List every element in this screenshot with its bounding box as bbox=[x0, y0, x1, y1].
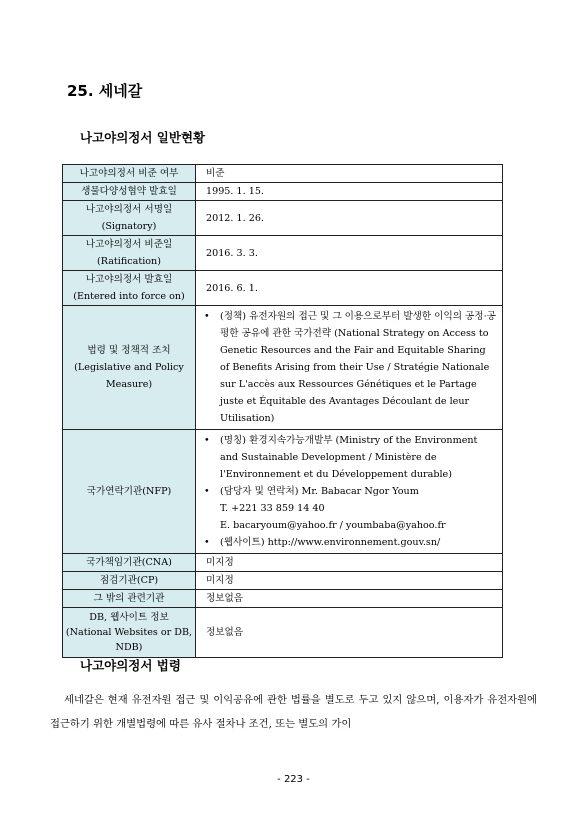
row-label bbox=[63, 306, 196, 430]
row-value: 미지정 bbox=[196, 554, 503, 572]
contact-email: E. bacaryoum@yahoo.fr / youmbaba@yahoo.fr bbox=[220, 520, 446, 531]
row-label-ko: DB, 웹사이트 정보 bbox=[89, 612, 169, 623]
table-row bbox=[63, 271, 503, 306]
list-item: • (웹사이트) http://www.environnement.gouv.sn/ bbox=[202, 534, 498, 551]
row-value bbox=[196, 430, 503, 554]
overview-table bbox=[62, 164, 503, 658]
table-row bbox=[63, 306, 503, 430]
row-label: 국가책임기관(CNA) bbox=[63, 554, 196, 572]
table-row bbox=[63, 554, 503, 572]
row-value: 비준 bbox=[196, 165, 503, 183]
row-label-en: (Legislative and Policy bbox=[74, 362, 184, 373]
table-row bbox=[63, 201, 503, 236]
contact-person: (담당자 및 연락처) Mr. Babacar Ngor Youm bbox=[220, 486, 419, 497]
row-label: 국가연락기관(NFP) bbox=[63, 430, 196, 554]
row-label bbox=[63, 236, 196, 271]
table-row bbox=[63, 183, 503, 201]
table-row bbox=[63, 430, 503, 554]
table-row bbox=[63, 572, 503, 590]
row-label-en: (Entered into force on) bbox=[73, 291, 185, 302]
row-value: 정보없음 bbox=[196, 608, 503, 658]
row-label-ko: 나고야의정서 비준일 bbox=[85, 239, 173, 250]
policy-list bbox=[202, 308, 498, 427]
row-label-ko: 법령 및 정책적 조치 bbox=[87, 345, 171, 356]
row-label-ko: 나고야의정서 발효일 bbox=[85, 274, 173, 285]
row-label bbox=[63, 271, 196, 306]
subsection-title-law: 나고야의정서 법령 bbox=[80, 658, 181, 673]
body-paragraph: 세네갈은 현재 유전자원 접근 및 이익공유에 관한 법률을 별도로 두고 있지 않으며, 이용자가 유전자원에 접근하기 위한 개별법령에 따른 유사 절차나 조건, 또는 별도의 가이 bbox=[50, 694, 537, 730]
row-label: 그 밖의 관련기관 bbox=[63, 590, 196, 608]
row-label bbox=[63, 201, 196, 236]
table-row bbox=[63, 236, 503, 271]
row-label-en-2: Measure) bbox=[105, 379, 153, 390]
list-item bbox=[202, 483, 498, 534]
list-item: • (정책) 유전자원의 접근 및 그 이용으로부터 발생한 이익의 공정·공평한 공유에 관한 국가전략 (National Strategy on Access to Genetic Resources and the Fair and Equitable Sharing of Benefits Arising from their Use / Stratégie Nationale sur L'accès aux Ressources Génétiques et le Partage juste et Équitable des Avantages Découlant de leur Utilisation) bbox=[202, 308, 498, 427]
row-value: 미지정 bbox=[196, 572, 503, 590]
row-label bbox=[63, 608, 196, 658]
row-value: 2012. 1. 26. bbox=[196, 201, 503, 236]
row-label-en: (Signatory) bbox=[101, 221, 157, 232]
row-label-en: (National Websites or DB, NDB) bbox=[65, 627, 193, 653]
table-row bbox=[63, 608, 503, 658]
row-value: 2016. 3. 3. bbox=[196, 236, 503, 271]
nfp-list bbox=[202, 432, 498, 551]
row-label-en: (Ratification) bbox=[97, 256, 161, 267]
row-label-ko: 나고야의정서 서명일 bbox=[85, 204, 173, 215]
row-label: 생물다양성협약 발효일 bbox=[63, 183, 196, 201]
subsection-title-overview: 나고야의정서 일반현황 bbox=[80, 130, 206, 145]
contact-phone: T. +221 33 859 14 40 bbox=[220, 503, 325, 514]
table-row bbox=[63, 165, 503, 183]
row-value: 1995. 1. 15. bbox=[196, 183, 503, 201]
row-label: 나고야의정서 비준 여부 bbox=[63, 165, 196, 183]
section-title: 25. 세네갈 bbox=[67, 82, 143, 100]
table-row bbox=[63, 590, 503, 608]
row-label: 점검기관(CP) bbox=[63, 572, 196, 590]
row-value bbox=[196, 306, 503, 430]
page-number: - 223 - bbox=[277, 774, 310, 785]
row-value: 2016. 6. 1. bbox=[196, 271, 503, 306]
list-item: • (명칭) 환경지속가능개발부 (Ministry of the Environment and Sustainable Development / Ministère de l'Environnement et du Développement durable) bbox=[202, 432, 498, 483]
row-value: 정보없음 bbox=[196, 590, 503, 608]
